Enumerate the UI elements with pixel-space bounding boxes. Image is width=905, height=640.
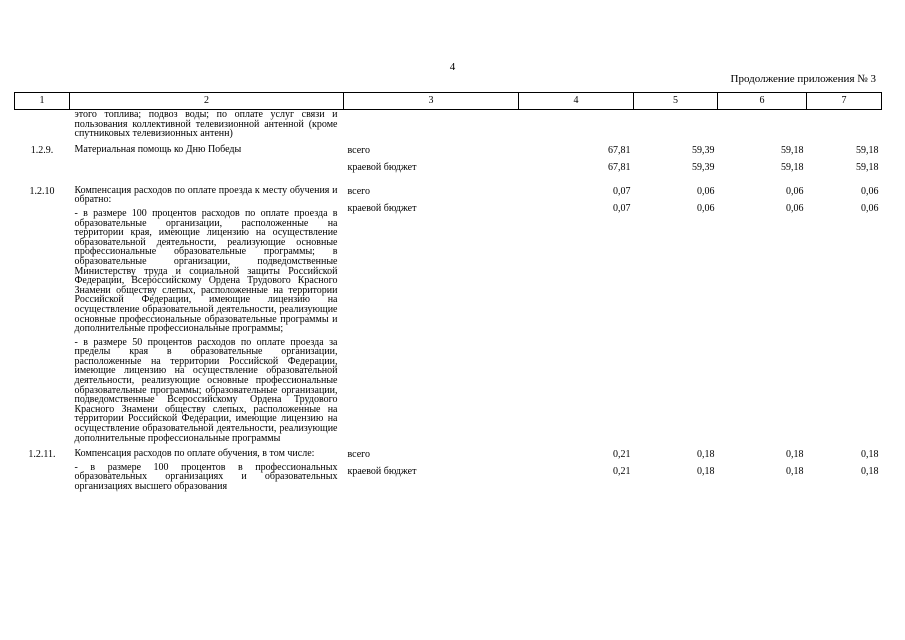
value-cell-col6 — [718, 110, 807, 139]
value-cell-col5 — [634, 110, 718, 139]
description-paragraph: - в размере 100 процентов расходов по оплате проезда в образовательные организации, расположенные на территории края, имеющие лицензию на осуществление образовательной деятельности, реализующие основные профессиональные образовательные программы; в образовательные организации, подведомственные Министерству труда и социальной защиты Российской Федерации, Всероссийскому Ордена Трудового Красного Знамени обществу слепых, расположенные на территории Российской Федерации, имеющие лицензию на осуществление образовательной деятельности, реализующие основные профессиональные образовательные программы и дополнительные профессиональные программы; — [74, 207, 338, 335]
funding-source: всего — [347, 144, 371, 156]
amount-value: 59,18 — [856, 161, 879, 173]
column-header: 6 — [718, 93, 807, 110]
page-number: 4 — [449, 61, 456, 73]
funding-source-cell — [344, 449, 519, 491]
value-cell-col5 — [634, 186, 718, 443]
column-header: 2 — [70, 93, 344, 110]
amount-value: 0,21 — [613, 466, 631, 478]
description-paragraph: - в размере 100 процентов в профессиональных образовательных организациях и образовательных организациях высшего образования — [74, 461, 338, 492]
value-cell-col7 — [807, 186, 882, 443]
amount-value: 67,81 — [608, 161, 631, 173]
table-row — [15, 449, 882, 491]
value-cell-col7 — [807, 145, 882, 180]
amount-value: 0,06 — [861, 202, 879, 214]
description-paragraph: - в размере 50 процентов расходов по оплате проезда за пределы края в образовательные организации, расположенные на территории Российской Федерации, имеющие лицензию на осуществление образовательной деятельности, реализующие основные профессиональные образовательные программы; образовательные организации, подведомственные Всероссийскому Ордена Трудового Красного Знамени обществу слепых, расположенные на территории Российской Федерации, имеющие лицензию на осуществление образовательной деятельности, реализующие дополнительные профессиональные программы — [74, 336, 338, 444]
amount-value: 0,18 — [786, 466, 804, 478]
table-header-row — [15, 93, 882, 110]
description-paragraph: Компенсация расходов по оплате обучения, в том числе: — [74, 448, 315, 460]
value-cell-col5 — [634, 449, 718, 491]
row-description — [70, 110, 344, 139]
row-description — [70, 449, 344, 491]
amount-value: 0,18 — [697, 466, 715, 478]
funding-source: краевой бюджет — [347, 202, 417, 214]
amount-value: 0,18 — [861, 449, 879, 461]
amount-value: 0,06 — [786, 185, 804, 197]
amount-value: 59,18 — [781, 161, 804, 173]
amount-value: 0,06 — [786, 202, 804, 214]
amount-value: 0,21 — [613, 449, 631, 461]
amount-value: 0,07 — [613, 185, 631, 197]
value-cell-col4 — [519, 449, 634, 491]
funding-source-cell — [344, 145, 519, 180]
description-paragraph: этого топлива; подвоз воды; по оплате услуг связи и пользования коллективной телевизионной антенной (кроме спутниковых телевизионных антенн) — [74, 109, 338, 140]
funding-source: всего — [347, 449, 371, 461]
description-paragraph: Компенсация расходов по оплате проезда к месту обучения и обратно: — [74, 184, 338, 206]
row-description — [70, 145, 344, 180]
value-cell-col4 — [519, 110, 634, 139]
amount-value: 59,18 — [856, 144, 879, 156]
value-cell-col7 — [807, 110, 882, 139]
column-header: 3 — [344, 93, 519, 110]
amount-value: 0,06 — [861, 185, 879, 197]
funding-source: всего — [347, 185, 371, 197]
amount-value: 59,18 — [781, 144, 804, 156]
column-header: 7 — [807, 93, 882, 110]
value-cell-col6 — [718, 186, 807, 443]
value-cell-col7 — [807, 449, 882, 491]
funding-source: краевой бюджет — [347, 161, 417, 173]
table-row — [15, 186, 882, 443]
row-description — [70, 186, 344, 443]
funding-source-cell — [344, 186, 519, 443]
table-row — [15, 145, 882, 180]
value-cell-col5 — [634, 145, 718, 180]
funding-source: краевой бюджет — [347, 466, 417, 478]
amount-value: 67,81 — [608, 144, 631, 156]
column-header: 4 — [519, 93, 634, 110]
funding-source-cell — [344, 110, 519, 139]
row-code: 1.2.9. — [30, 144, 54, 156]
row-code — [15, 110, 70, 139]
amount-value: 0,18 — [861, 466, 879, 478]
amount-value: 0,18 — [697, 449, 715, 461]
column-header: 5 — [634, 93, 718, 110]
value-cell-col4 — [519, 186, 634, 443]
value-cell-col6 — [718, 145, 807, 180]
amount-value: 59,39 — [692, 161, 715, 173]
appendix-continuation-title: Продолжение приложения № 3 — [730, 73, 876, 85]
description-paragraph: Материальная помощь ко Дню Победы — [74, 143, 242, 155]
amount-value: 0,06 — [697, 185, 715, 197]
amount-value: 0,06 — [697, 202, 715, 214]
row-code: 1.2.10 — [29, 185, 55, 197]
table-row — [15, 110, 882, 139]
value-cell-col6 — [718, 449, 807, 491]
amount-value: 0,07 — [613, 202, 631, 214]
amount-value: 0,18 — [786, 449, 804, 461]
amount-value: 59,39 — [692, 144, 715, 156]
appendix-table — [14, 92, 882, 492]
column-header: 1 — [15, 93, 70, 110]
row-code: 1.2.11. — [28, 449, 56, 461]
value-cell-col4 — [519, 145, 634, 180]
